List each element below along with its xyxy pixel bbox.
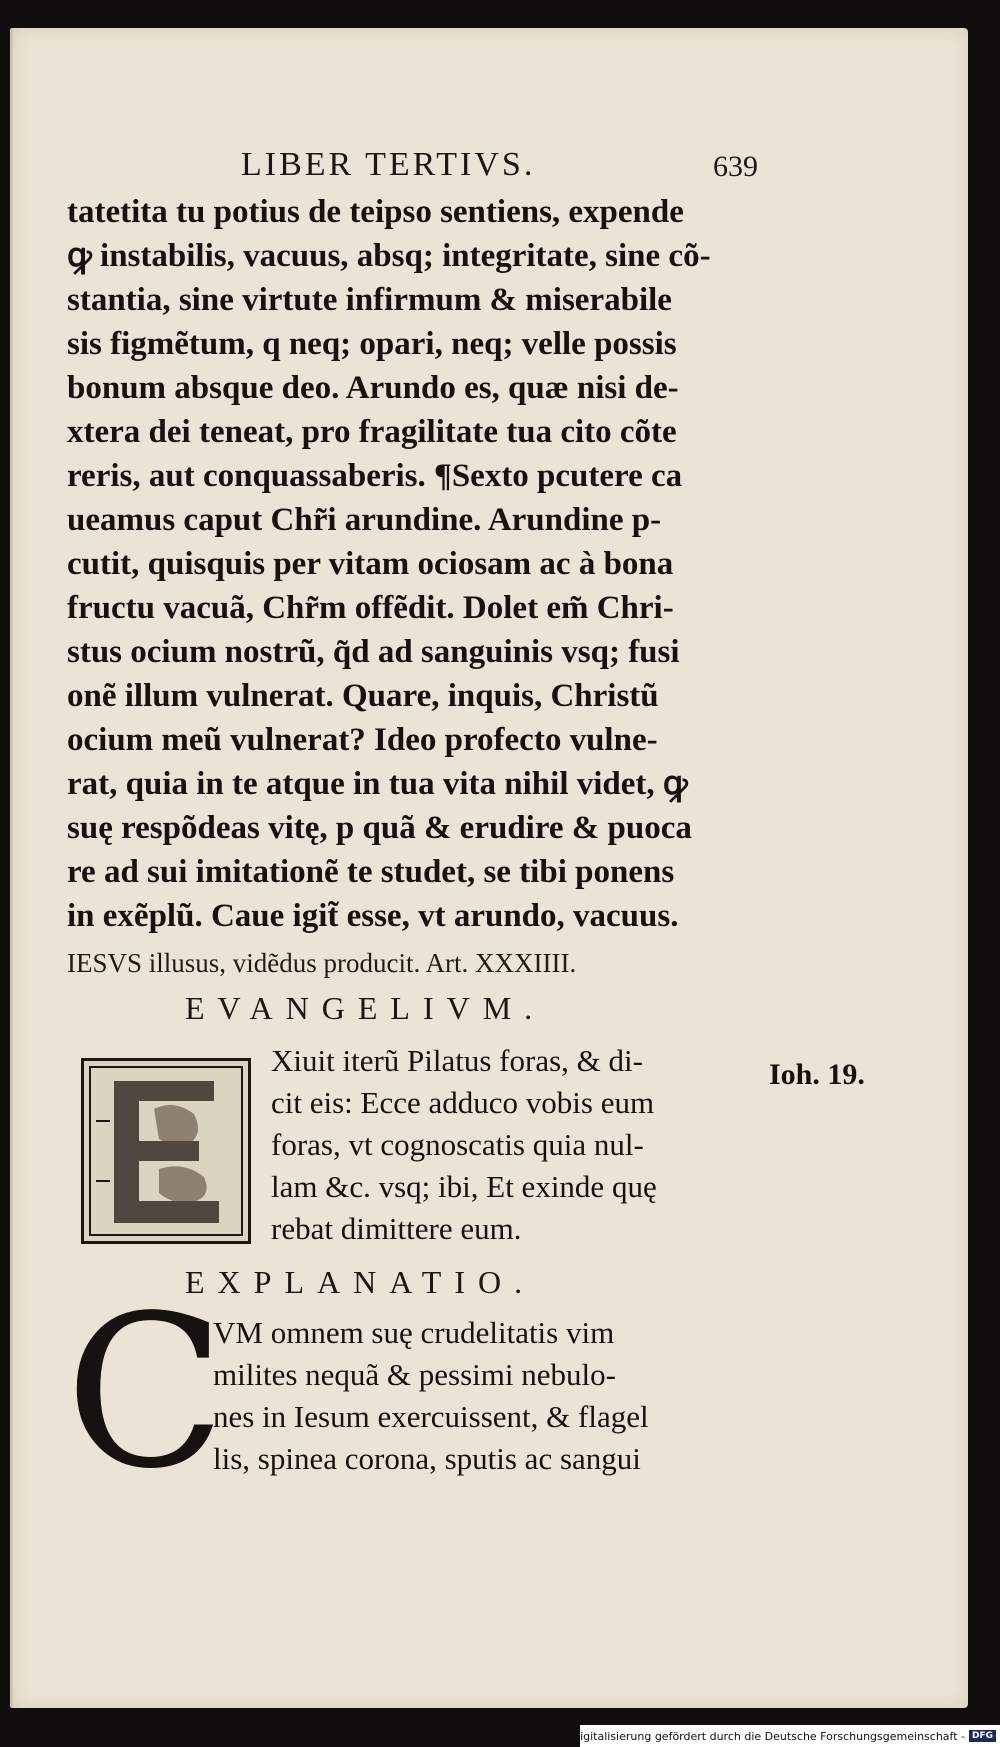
margin-note: Ioh. 19. — [769, 1058, 865, 1091]
evangelium-text — [271, 1040, 771, 1250]
text-line: lis, spinea corona, sputis ac sangui — [213, 1441, 641, 1476]
text-line: Xiuit iterũ Pilatus foras, & di- — [271, 1043, 643, 1078]
text-line: milites nequã & pessimi nebulo- — [213, 1357, 616, 1392]
text-line: rebat dimittere eum. — [271, 1211, 522, 1246]
text-line: ꝙ instabilis, vacuus, absq; integritate, sine cõ- — [67, 238, 711, 274]
text-line: cutit, quisquis per vitam ociosam ac à bona — [67, 546, 674, 582]
text-line: ocium meũ vulnerat? Ideo profecto vulne- — [67, 722, 658, 758]
text-line: tatetita tu potius de teipso sentiens, expende — [67, 194, 684, 230]
text-line: VM omnem suę crudelitatis vim — [213, 1315, 615, 1350]
text-line: stus ocium nostrũ, q̃d ad sanguinis vsq; fusi — [67, 634, 680, 670]
text-line: suę respõdeas vitę, p quã & erudire & puoca — [67, 810, 692, 846]
text-line: nes in Iesum exercuissent, & flagel — [213, 1399, 649, 1434]
text-line: reris, aut conquassaberis. ¶Sexto pcutere ca — [67, 458, 683, 494]
text-line: sis figmẽtum, q neq; opari, neq; velle possis — [67, 326, 677, 362]
text-line: stantia, sine virtute infirmum & miserabile — [67, 282, 672, 318]
evangelium-heading: EVANGELIVM. — [185, 990, 546, 1026]
text-line: fructu vacuã, Chr̃m offẽdit. Dolet em̃ Chri- — [67, 590, 674, 626]
text-line: xtera dei teneat, pro fragilitate tua cito cõte — [67, 414, 677, 450]
decorated-initial-c: C — [65, 1270, 226, 1515]
text-line: cit eis: Ecce adduco vobis eum — [271, 1085, 655, 1120]
article-heading: IESVS illusus, vidẽdus producit. Art. XXXIIII. — [67, 948, 577, 978]
text-line: lam &c. vsq; ibi, Et exinde quę — [271, 1169, 657, 1204]
book-page — [10, 28, 968, 1708]
digitization-credit-bar — [571, 1725, 1000, 1747]
explanatio-text — [213, 1312, 773, 1480]
dfg-logo: DFG — [969, 1730, 996, 1742]
text-line: foras, vt cognoscatis quia nul- — [271, 1127, 644, 1162]
text-line: ueamus caput Chr̃i arundine. Arundine p- — [67, 502, 662, 538]
explanatio-heading: EXPLANATIO. — [185, 1264, 536, 1300]
folio-number: 639 — [713, 150, 758, 183]
text-line: onẽ illum vulnerat. Quare, inquis, Christũ — [67, 678, 659, 714]
text-line: bonum absque deo. Arundo es, quæ nisi de- — [67, 370, 679, 406]
woodcut-initial-icon — [84, 1061, 248, 1241]
text-line: in exẽplũ. Caue igit̃ esse, vt arundo, vacuus. — [67, 898, 679, 934]
text-line: re ad sui imitationẽ te studet, se tibi ponens — [67, 854, 675, 890]
body-text — [67, 190, 767, 938]
credit-text: Digitalisierung gefördert durch die Deutsche Forschungsgemeinschaft - — [571, 1729, 965, 1743]
text-line: rat, quia in te atque in tua vita nihil videt, ꝙ — [67, 766, 688, 802]
running-head: LIBER TERTIVS. — [241, 146, 536, 183]
decorated-initial-e — [81, 1058, 251, 1244]
